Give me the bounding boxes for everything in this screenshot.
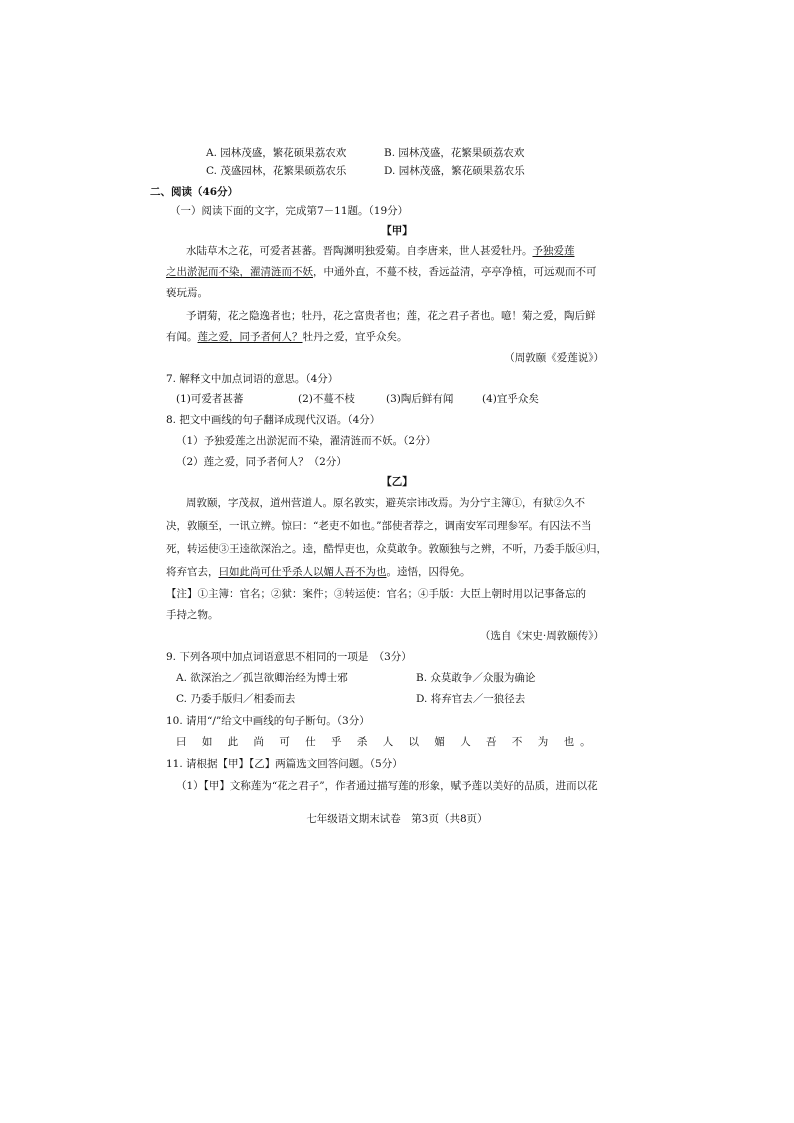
q11-sub-1: （1）【甲】文称莲为“花之君子”，作者通过描写莲的形象，赋予莲以美好的品质，进而以花 (176, 780, 598, 792)
yi-source: （选自《宋史·周敦颐传》） (479, 630, 604, 642)
section-heading: 二、阅读（46分） (150, 186, 239, 198)
yi-note-line1: 【注】①主簿：官名；②狱：案件；③转运使：官名；④手版：大臣上朝时用以记事备忘的 (166, 588, 586, 600)
jia-source: （周敦颐《爱莲说》） (504, 352, 604, 364)
q6-option-a: A. 园林茂盛，繁花硕果荔农欢 (206, 147, 347, 159)
jia-underlined-1b: 之出淤泥而不染，濯清涟而不妖 (166, 266, 313, 278)
q9-option-b: B. 众莫敢争／众服为确论 (416, 672, 536, 684)
yi-note-line2: 手持之物。 (166, 609, 219, 621)
q9-option-a: A. 欲深治之／孤岂欲卿治经为博士邪 (176, 672, 348, 684)
passage-yi-label: 【乙】 (381, 476, 413, 488)
jia-p2-line2 (166, 330, 408, 344)
q7-item-2: (2)不蔓不枝 (298, 393, 355, 405)
q7-item-4: (4)宜乎众矣 (482, 393, 539, 405)
part1-intro: （一）阅读下面的文字，完成第7－11题。（19分） (170, 205, 409, 217)
q7-stem: 7. 解释文中加点词语的意思。（4分） (166, 373, 339, 385)
jia-underlined-1a: 予独爱莲 (532, 245, 575, 257)
jia-p1-line2 (166, 265, 597, 279)
jia-p2-line1: 予谓菊，花之隐逸者也；牡丹，花之富贵者也；莲，花之君子者也。噫！菊之爱，陶后鲜 (186, 310, 596, 322)
q6-option-d: D. 园林茂盛，繁花硕果荔农乐 (384, 165, 525, 177)
jia-p2-line2-end: 牡丹之爱，宜乎众矣。 (302, 331, 408, 343)
jia-underlined-2: 莲之爱，同予者何人？ (197, 331, 303, 343)
jia-p1-line2-text: ，中通外直，不蔓不枝，香远益清，亭亭净植，可远观而不可 (313, 266, 597, 278)
q9-stem: 9. 下列各项中加点词语意思不相同的一项是 （3分） (166, 651, 412, 663)
q9-option-d: D. 将弃官去／一狼径去 (416, 693, 526, 705)
q10-stem: 10. 请用“/”给文中画线的句子断句。（3分） (166, 715, 370, 727)
q7-item-1: (1)可爱者甚蕃 (176, 393, 244, 405)
page-footer: 七年级语文期末试卷 第3页（共8页） (306, 813, 488, 825)
yi-line2: 决，敦颐至，一讯立辨。惊曰：“老吏不如也。”部使者荐之，调南安军司理参军。有囚法不当 (166, 520, 592, 532)
q6-option-c: C. 茂盛园林，花繁果硕荔农乐 (206, 165, 347, 177)
q8-sub-1: （1）予独爱莲之出淤泥而不染，濯清涟而不妖。（2分） (176, 435, 437, 447)
yi-line3: 死，转运使③王逵欲深治之。逵，酷悍吏也，众莫敢争。敦颐独与之辨，不听，乃委手版④归， (166, 543, 607, 555)
q9-option-c: C. 乃委手版归／相委而去 (176, 693, 296, 705)
jia-p1-line1 (186, 244, 575, 258)
jia-p2-line2-text: 有闻。 (166, 331, 198, 343)
passage-jia-label: 【甲】 (381, 225, 413, 237)
q8-sub-2: （2）莲之爱，同予者何人？（2分） (176, 456, 347, 468)
q6-option-b: B. 园林茂盛，花繁果硕荔农欢 (384, 147, 525, 159)
q11-stem: 11. 请根据【甲】【乙】两篇选文回答问题。（5分） (166, 758, 403, 770)
q8-stem: 8. 把文中画线的句子翻译成现代汉语。（4分） (166, 414, 381, 426)
jia-p1-line1-text: 水陆草木之花，可爱者甚蕃。晋陶渊明独爱菊。自李唐来，世人甚爱牡丹。 (186, 245, 533, 257)
yi-line1: 周敦颐，字茂叔，道州营道人。原名敦实，避英宗讳改焉。为分宁主簿①，有狱②久不 (186, 497, 585, 509)
yi-line4-end: 。逵悟，囚得免。 (386, 566, 471, 578)
yi-line4 (166, 565, 471, 579)
yi-line4-text: 将弃官去， (166, 566, 219, 578)
yi-underlined-sentence: 曰如此尚可仕乎杀人以媚人吾不为也 (218, 566, 387, 578)
q10-sentence: 曰 如 此 尚 可 仕 乎 杀 人 以 媚 人 吾 不 为 也。 (176, 736, 597, 748)
q7-item-3: (3)陶后鲜有闻 (386, 393, 454, 405)
jia-p1-line3: 亵玩焉。 (166, 287, 208, 299)
